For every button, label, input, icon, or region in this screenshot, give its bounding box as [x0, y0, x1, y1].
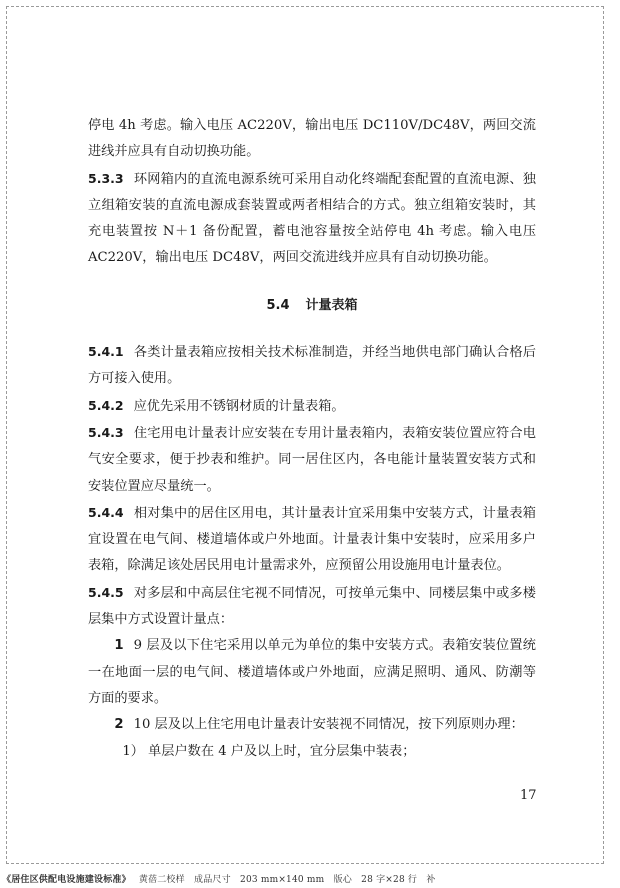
clause-text: 住宅用电计量表计应安装在专用计量表箱内，表箱安装位置应符合电气安全要求，便于抄表和维护。同一居住区内，各电能计量装置安装方式和安装位置应尽量统一。	[88, 425, 536, 494]
clause-text: 应优先采用不锈钢材质的计量表箱。	[133, 398, 345, 414]
item-number: 2	[114, 717, 124, 733]
clause-5-4-4	[88, 500, 536, 580]
item-number: 1	[114, 638, 124, 654]
list-item-1	[88, 633, 536, 712]
footer-info: 黄蓓二校样 成品尺寸 203 mm×140 mm 版心 28 字×28 行 补	[138, 875, 436, 885]
clause-text: 各类计量表箱应按相关技术标准制造，并经当地供电部门确认合格后方可接入使用。	[88, 345, 536, 387]
clause-text: 相对集中的居住区用电，其计量表计宜采用集中安装方式，计量表箱宜设置在电气间、楼道墙体或户外地面。计量表计集中安装时，应采用多户表箱，除满足该处居民用电计量需求外，应预留公用设施用电计量表位。	[88, 505, 536, 574]
clause-5-4-5	[88, 580, 536, 634]
section-heading	[88, 293, 536, 319]
document-body	[88, 113, 536, 765]
print-footer	[2, 872, 436, 885]
item-text: 9 层及以下住宅采用以单元为单位的集中安装方式。表箱安装位置统一在地面一层的电气间、楼道墙体或户外地面，应满足照明、通风、防潮等方面的要求。	[88, 638, 536, 706]
section-title: 计量表箱	[305, 297, 358, 313]
clause-number: 5.4.3	[88, 424, 124, 440]
clause-5-4-3	[88, 420, 536, 500]
clause-number: 5.3.3	[88, 170, 124, 186]
sub-item-1: 1） 单层户数在 4 户及以上时，宜分层集中装表；	[122, 743, 416, 759]
clause-text: 对多层和中高层住宅视不同情况，可按单元集中、同楼层集中或多楼层集中方式设置计量点：	[88, 585, 536, 628]
footer-title: 《居住区供配电设施建设标准》	[2, 875, 131, 885]
clause-number: 5.4.4	[88, 504, 124, 520]
clause-5-3-3	[88, 166, 536, 272]
clause-number: 5.4.5	[88, 584, 124, 600]
list-item-2	[88, 712, 536, 738]
page-number: 17	[520, 788, 537, 803]
clause-5-4-1	[88, 339, 536, 393]
clause-5-4-2	[88, 393, 536, 420]
item-text: 10 层及以上住宅用电计量表计安装视不同情况，按下列原则办理：	[133, 717, 524, 733]
section-number: 5.4	[266, 297, 290, 313]
clause-number: 5.4.1	[88, 344, 124, 360]
clause-text: 环网箱内的直流电源系统可采用自动化终端配套配置的直流电源、独立组箱安装的直流电源成套装置或两者相结合的方式。独立组箱安装时，其充电装置按 N＋1 备份配置，蓄电池容量按全站停电 4h 考虑。输入电压 AC220V，输出电压 DC48V，两回交流进线并应具有自动切换功能。	[88, 171, 536, 266]
clause-number: 5.4.2	[88, 397, 124, 413]
paragraph-continued: 停电 4h 考虑。输入电压 AC220V，输出电压 DC110V/DC48V，两回交流进线并应具有自动切换功能。	[88, 118, 536, 160]
